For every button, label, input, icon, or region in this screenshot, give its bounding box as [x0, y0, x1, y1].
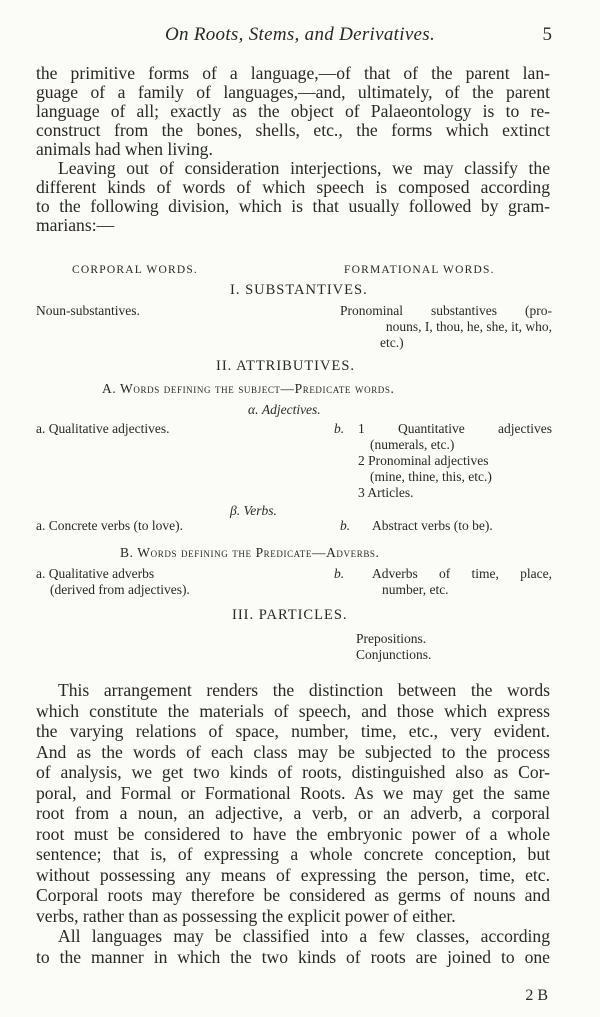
- paragraph-4: [36, 926, 550, 967]
- abstract-verbs: Abstract verbs (to be).: [372, 518, 493, 533]
- text-line: to the manner in which the two kinds of roots are joined to one: [36, 946, 550, 967]
- particles-list: [356, 631, 431, 663]
- beta-verbs: β. Verbs.: [230, 503, 277, 518]
- paragraph-2: [36, 159, 550, 235]
- text-line: (mine, thine, this, etc.): [370, 469, 492, 484]
- adverbs-of-time: [372, 566, 552, 598]
- section-heading-particles: III. PARTICLES.: [232, 607, 348, 623]
- section-heading-attributives: II. ATTRIBUTIVES.: [216, 358, 356, 374]
- text-line: animals had when living.: [36, 139, 213, 159]
- text-line: (numerals, etc.): [370, 437, 455, 452]
- paragraph-1: [36, 64, 550, 159]
- text-line: number, etc.: [382, 582, 449, 597]
- label-b: b.: [334, 421, 345, 436]
- noun-substantives: Noun-substantives.: [36, 303, 140, 318]
- text-line: language of all; exactly as the object of Palaeontology is to re-: [36, 101, 550, 121]
- subsection-b: B. Words defining the Predicate—Adverbs.: [120, 545, 380, 560]
- text-line: 3 Articles.: [358, 485, 414, 500]
- running-header-title: On Roots, Stems, and Derivatives.: [164, 24, 436, 45]
- pronominal-substantives: [340, 303, 552, 351]
- text-line: This arrangement renders the distinction between the words: [58, 680, 550, 700]
- qualitative-adjectives: a. Qualitative adjectives.: [36, 421, 170, 436]
- text-line: etc.): [380, 335, 404, 350]
- concrete-verbs: a. Concrete verbs (to love).: [36, 518, 183, 533]
- section-heading-substantives: I. SUBSTANTIVES.: [230, 282, 368, 298]
- text-line: verbs, rather than as possessing the explicit power of either.: [36, 905, 456, 926]
- text-line: to the following division, which is that usually followed by gram-: [36, 196, 550, 216]
- text-line: which constitute the materials of speech, and those which express: [36, 700, 550, 721]
- text-line: Corporal roots may therefore be considered as germs of nouns and: [36, 885, 550, 905]
- quantitative-list: [358, 421, 552, 501]
- text-line: And as the words of each class may be subjected to the process: [36, 741, 550, 762]
- qualitative-adverbs: [36, 566, 190, 598]
- text-line: a. Qualitative adverbs: [36, 566, 155, 581]
- text-line: guage of a family of languages,—and, ultimately, of the parent: [36, 82, 550, 102]
- alpha-adjectives: α. Adjectives.: [248, 402, 321, 417]
- text-line: poral, and Formal or Formational Roots. As we may get the same: [36, 782, 550, 803]
- text-line: the varying relations of space, number, time, etc., very evident.: [36, 721, 550, 741]
- text-line: All languages may be classified into a few classes, according: [58, 926, 550, 946]
- text-line: 1 Quantitative adjectives: [358, 421, 552, 436]
- signature-mark: 2 B: [525, 987, 548, 1004]
- text-line: different kinds of words of which speech is composed according: [36, 177, 550, 197]
- text-line: Pronominal substantives (pro-: [340, 303, 552, 318]
- text-line: without possessing any means of expressing the person, time, etc.: [36, 864, 550, 885]
- text-line: construct from the bones, shells, etc., the forms which extinct: [36, 120, 550, 140]
- label-b: b.: [334, 566, 345, 581]
- subsection-a: A. Words defining the subject—Predicate words.: [102, 381, 395, 396]
- text-line: root from a noun, an adjective, a verb, or an adverb, a corporal: [36, 803, 550, 823]
- col-header-corporal: CORPORAL WORDS.: [72, 264, 198, 276]
- text-line: Adverbs of time, place,: [372, 566, 552, 581]
- text-line: (derived from adjectives).: [50, 582, 190, 597]
- text-line: Leaving out of consideration interjections, we may classify the: [58, 158, 550, 178]
- text-line: nouns, I, thou, he, she, it, who,: [385, 319, 552, 334]
- text-line: the primitive forms of a language,—of that of the parent lan-: [36, 63, 550, 83]
- text-line: Prepositions.: [356, 631, 427, 646]
- text-line: Conjunctions.: [356, 647, 432, 662]
- col-header-formational: FORMATIONAL WORDS.: [344, 264, 495, 276]
- text-line: marians:—: [36, 215, 115, 235]
- page-number: 5: [542, 24, 552, 45]
- text-line: of analysis, we get two kinds of roots, distinguished also as Cor-: [36, 762, 550, 782]
- paragraph-3: [36, 680, 550, 926]
- text-line: 2 Pronominal adjectives: [358, 453, 489, 468]
- text-line: sentence; that is, of expressing a whole concrete conception, but: [36, 844, 550, 864]
- text-line: root must be considered to have the embryonic power of a whole: [36, 823, 550, 844]
- label-b: b.: [340, 518, 351, 533]
